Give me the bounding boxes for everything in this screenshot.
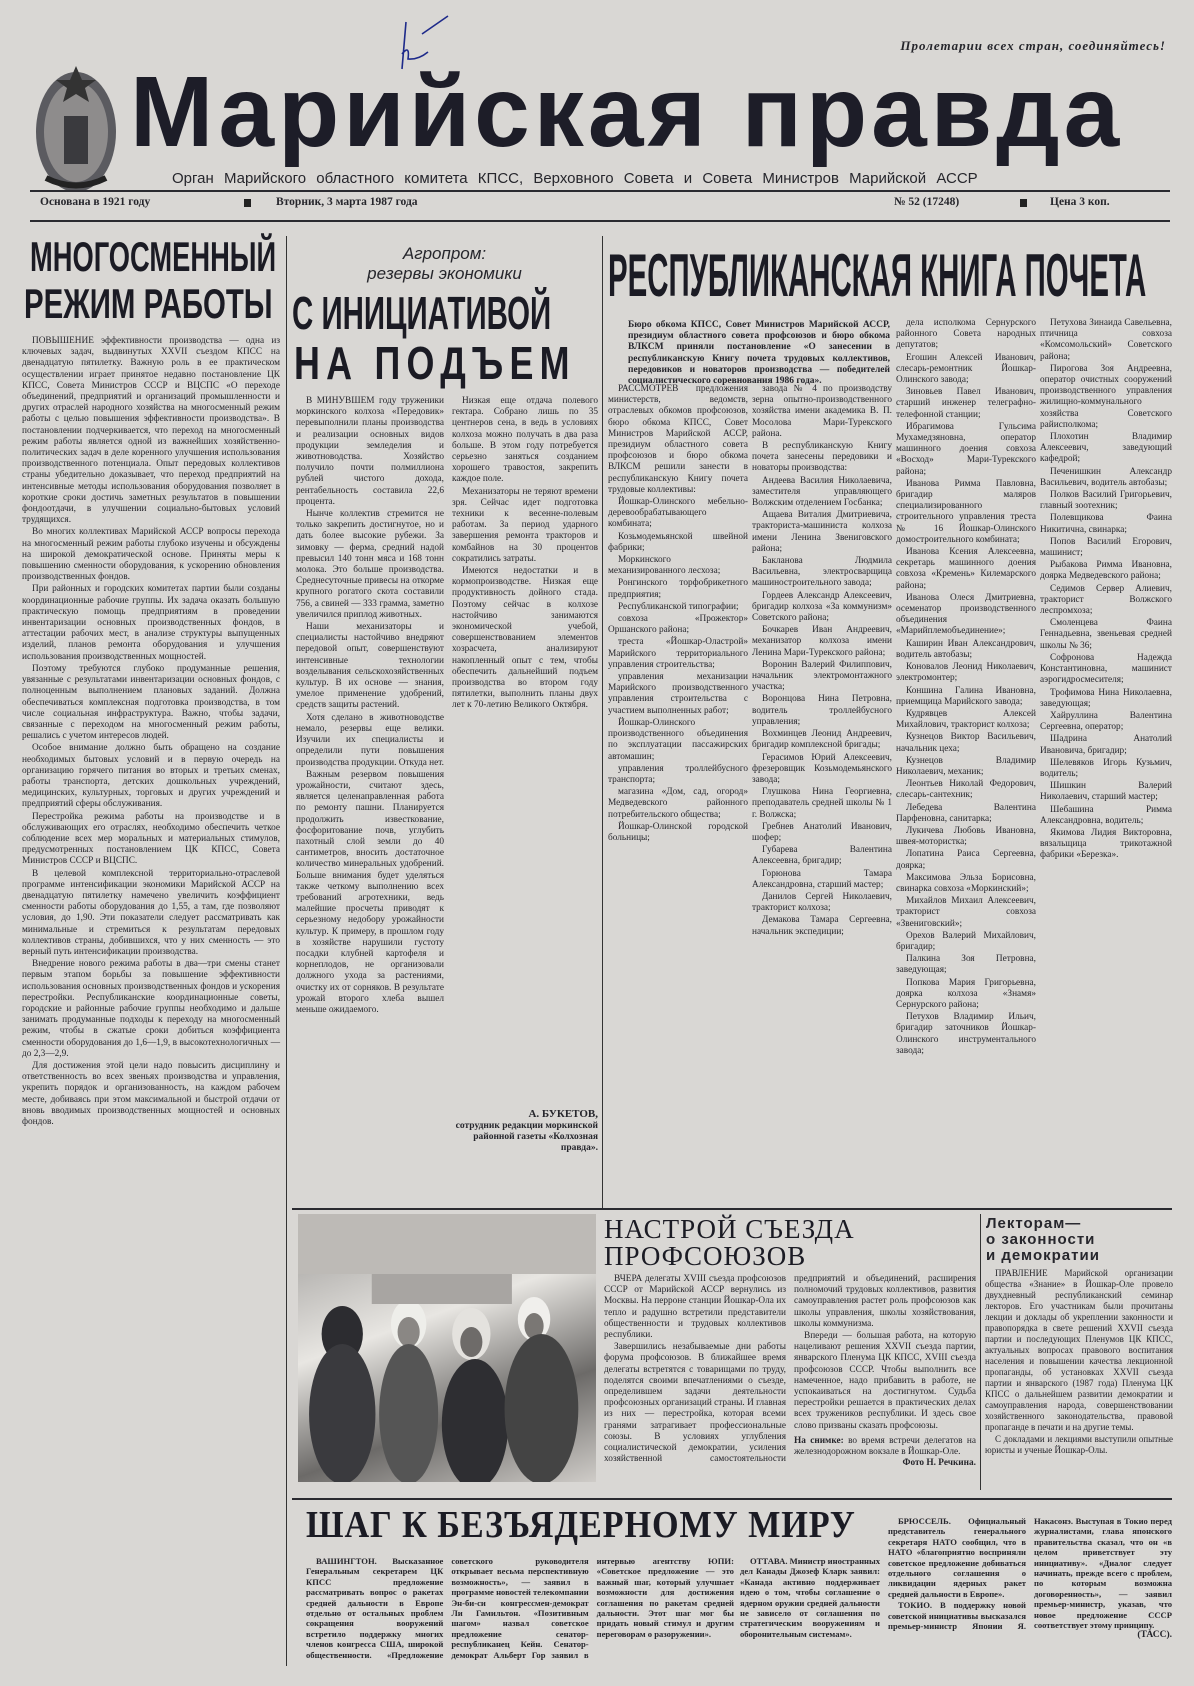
article3-col3 (896, 318, 1036, 1058)
paragraph: Губарева Валентина Алексеевна, бригадир; (752, 845, 892, 867)
paragraph: Якимова Лидия Викторовна, вязальщица трикотажной фабрики «Березка». (1040, 827, 1172, 861)
issue-number: № 52 (17248) (894, 196, 960, 208)
paragraph: Ронгинского торфобрикетного предприятия; (608, 578, 748, 600)
paragraph: завода № 4 по производству зерна опытно-производственного хозяйства имени академика В. П. Мосолова Мари-Турекского района. (752, 384, 892, 439)
column-rule (980, 1214, 981, 1490)
price: Цена 3 коп. (1050, 196, 1110, 208)
paragraph: При районных и городских комитетах партии были созданы координационные рабочие группы. Их задача оказать большую практическую помощь предприятиям в проведении инвентаризации основных производственных фондов, в аттестации рабочих мест, в анализе структуры выпущенных изделий, планов ремонта оборудования и улучшения использования производственных мощностей. (22, 584, 280, 662)
paragraph: Андеева Василия Николаевича, заместителя управляющего Волжским отделением Госбанка; (752, 475, 892, 509)
article6-brussels-tokyo (888, 1516, 1172, 1641)
paragraph: Палкина Зоя Петровна, заведующая; (896, 954, 1036, 976)
order-badge-emblem-icon (26, 58, 130, 198)
paragraph: управления механизации Марийского производственного управления строительства с участием выполненных работ; (608, 672, 748, 716)
issue-date: Вторник, 3 марта 1987 года (276, 196, 418, 208)
paragraph: Имеются недостатки и в кормопроизводстве. Низкая еще продуктивность дойного стада. Поэтому сейчас в колхозе настойчиво занимаются экономической учебой, совершенствованием элементов хозрасчета, анализируют накопленный опыт с тем, чтобы обеспечить дальнейший подъем производства во втором году пятилетки, выполнить планы двух лет к 70-летию Великого Октября. (452, 566, 598, 711)
paragraph: Йошкар-Олинского производственного объединения по эксплуатации пассажирских автомашин; (608, 717, 748, 762)
article1-headline: РЕЖИМ РАБОТЫ (24, 280, 273, 327)
paragraph: Шадрина Анатолий Ивановича, бригадир; (1040, 734, 1172, 756)
paragraph: Перестройка режима работы на производстве и в обслуживающих его отраслях, необходимо обеспечить четкое соблюдение всех мер моральных и материальных стимулов, предусмотренных постановлением ЦК КПСС, Совета Министров СССР и ВЦСПС. (22, 811, 280, 867)
paragraph: ПРАВЛЕНИЕ Марийской организации общества «Знание» в Йошкар-Оле провело двухдневный республиканский семинар лекторов. Его участникам были прочитаны лекции и доклады об укреплении законности и правопорядка в свете решений XXVII съезда партии и последующих Пленумов ЦК КПСС, актуальных вопросах правового воспитания населения и повышении качества лекционной пропаганды, об установках XXVII съезда партии и январского (1987 года) Пленума ЦК КПСС о дальнейшем развитии демократии и самоуправления народа, совершенствовании хозяйственного законодательства, правовой пропаганде в печати и на другие темы. (985, 1268, 1173, 1432)
paragraph: Бакланова Людмила Васильевна, электросварщица машиностроительного завода; (752, 556, 892, 589)
paragraph: Седимов Сервер Алиевич, тракторист Волжского леспромхоза; (1040, 583, 1172, 617)
paragraph: ОТТАВА. Министр иностранных дел Канады Джозеф Кларк заявил: «Канада активно поддерживает идею о том, чтобы соглашение о ядерном оружии средней дальности не зависело от соглашения по стратегическим вооружениям и оборонительным системам». (740, 1556, 880, 1639)
paragraph: ТОКИО. В поддержку новой советской инициативы высказался премьер-министр Японии Я. Накасонэ. Выступая в Токио перед журналистами, глава японского правительства сказал, что он «в целом приветствует эту инициативу». «Диалог следует начинать, прежде всего с проблем, по которым возможна договоренность», — заявил премьер-министр, указав, что новое предложение СССР соответствует этому принципу. (888, 1516, 1172, 1632)
paragraph: Особое внимание должно быть обращено на создание необходимых бытовых условий и в первую очередь на организацию горячего питания во вторых и третьих сменах, работы транспорта, детских дошкольных учреждений, медицинских, культурных, торговых и других учреждений и предприятий сферы обслуживания. (22, 743, 280, 810)
article5-headline: о законности (986, 1231, 1096, 1248)
paragraph: Печенишкин Александр Васильевич, водитель автобазы; (1040, 466, 1172, 488)
paragraph: Полевщикова Фаина Никитична, свинарка; (1040, 513, 1172, 535)
paragraph: Воронин Валерий Филиппович, начальник электромонтажного участка; (752, 659, 892, 693)
paragraph: управления троллейбусного транспорта; (608, 763, 748, 785)
bullet-icon (1020, 199, 1027, 207)
paragraph: Попкова Мария Григорьевна, доярка колхоза «Знамя» Сернурского района; (896, 977, 1036, 1010)
paragraph: Гордеев Александр Алексеевич, бригадир колхоза «За коммунизм» Советского района; (752, 590, 892, 624)
paragraph: Коншина Галина Ивановна, приемщица Марийского завода; (896, 685, 1036, 707)
paragraph: Кузнецов Виктор Васильевич, начальник цеха; (896, 732, 1036, 754)
paragraph: Пирогова Зоя Андреевна, оператор очистных сооружений производственного управления жилищно-коммунального хозяйства Советского райисполкома; (1040, 363, 1172, 430)
paragraph: ВЧЕРА делегаты XVIII съезда профсоюзов СССР от Марийской АССР вернулись из Москвы. На перроне станции Йошкар-Ола их тепло и радушно встретили представители общественности и трудовых коллективов республики. (604, 1274, 786, 1341)
paragraph: Плохотин Владимир Алексеевич, заведующий кафедрой; (1040, 432, 1172, 465)
column-rule (602, 236, 603, 1208)
article3-headline: РЕСПУБЛИКАНСКАЯ КНИГА ПОЧЕТА (608, 242, 1147, 309)
paragraph: Моркинского механизированного лесхоза; (608, 555, 721, 577)
organ-subtitle: Орган Марийского областного комитета КПСС, Верховного Совета и Совета Министров Марийской АССР (172, 170, 978, 187)
article6-washington (306, 1556, 734, 1660)
article5-headline: и демократии (986, 1247, 1100, 1264)
article2-author-role: сотрудник редакции моркинской районной газеты «Колхозная правда». (455, 1121, 598, 1153)
paragraph: Михайлов Михаил Алексеевич, тракторист совхоза «Звениговский»; (896, 896, 1036, 929)
paragraph: Наши механизаторы и специалисты настойчиво внедряют передовой опыт, совершенствуют интенсивные технологии возделывания сельскохозяйственных культур. В их основе — знания, умелое применение удобрений, средств защиты растений. (296, 622, 444, 711)
paragraph: Завершились незабываемые дни работы форума профсоюзов. В ближайшее время делегаты встретятся с товарищами по труду, поделятся своими впечатлениями о съезде, определившем задачи деятельности профсоюзных организаций страны. И главная из них — перестройка, которая всеми гранями затрагивает профессиональные союзы. В условиях углубления социалистической демократии, усиления хозяйственной самостоятельности предприятий и объединений, расширения полномочий трудовых коллективов, развития самоуправления растет роль профсоюзов как школы управления, школы хозяйствования, школы коммунизма. (604, 1274, 976, 1465)
paragraph: С докладами и лекциями выступили опытные юристы и ученые Йошкар-Олы. (985, 1434, 1173, 1455)
paragraph: Ащаева Виталия Дмитриевича, тракториста-машиниста колхоза имени Ленина Звениговского района; (752, 510, 892, 554)
paragraph: Йошкар-Олинского мебельно-деревообрабатывающего комбината; (608, 497, 748, 530)
article4-headline: НАСТРОЙ СЪЕЗДА (604, 1214, 855, 1244)
article6-ottawa (740, 1556, 880, 1640)
article6-headline: ШАГ К БЕЗЪЯДЕРНОМУ МИРУ (306, 1504, 856, 1546)
paragraph: Внедрение нового режима работы в два—три смены станет первым этапом борьбы за повышение эффективности использования основных производственных фондов и ускорения перестройки. Республиканские координационные советы, городские и районные рабочие группы необходимо и дальше занимать продуманные подходы к переходу на многосменный режим, чтобы в сжатые сроки добиться коэффициента сменности оборудования до 1,6—1,9, в высокотехнологичных — до 2,3—2,9. (22, 959, 280, 1059)
paragraph: Козьмодемьянской швейной фабрики; (608, 531, 748, 553)
article6-reports (888, 1516, 1172, 1641)
paragraph: магазина «Дом, сад, огород» Медведевского районного потребительского общества; (608, 787, 748, 820)
paragraph: Софронова Надежда Константиновна, машинист аэрогидросмесителя; (1040, 652, 1172, 686)
paragraph: Важным резервом повышения урожайности, считают здесь, является целенаправленная работа по ремонту пашни. Планируется продолжить известкование, фосфоритование почв, углубить пахотный слой земли до 40 сантиметров, вносить достаточное количество минеральных удобрений. Больше внимания будет уделяться также четкому выполнению всех требований агротехники, ведь малейшие просчеты приводят к серьезному недобору урожайности культур. К примеру, в прошлом году в хозяйстве нарушили густоту посадки клубней картофеля и корнеплодов, не организовали должного ухода за растениями, очистку их от сорняков. В результате урожай второго хлеба вышел меньше ожидаемого. (296, 769, 444, 1015)
paragraph: Бочкарев Иван Андреевич, механизатор колхоза имени Ленина Мари-Турекского района; (752, 625, 892, 658)
article2-kicker: резервы экономики (367, 264, 522, 283)
paragraph: Иванова Римма Павловна, бригадир маляров специализированного строительного управления треста № 16 Йошкар-Олинского домостроительного комбината; (896, 478, 1036, 545)
article3-intro: Бюро обкома КПСС, Совет Министров Марийской АССР, президиум областного совета профсоюзов и бюро обкома ВЛКСМ приняли постановление «О занесении в республиканскую Книгу почета трудовых коллективов, передовиков и новаторов производства — победителей социалистического соревнования 1986 года». (628, 320, 890, 387)
paragraph: Ибрагимова Гульсима Мухамедзяновна, оператор машинного доения совхоза «Восход» Мари-Турекского района; (896, 421, 1036, 477)
paragraph: Шишкин Валерий Николаевич, старший мастер; (1040, 781, 1172, 803)
article5-body (985, 1268, 1173, 1457)
paragraph: Иванова Олеся Дмитриевна, осеменатор производственного объединения «Марийплемобъединение»; (896, 592, 1036, 637)
paragraph: Для достижения этой цели надо повысить дисциплину и ответственность во всех звеньях производства и управления, укрепить порядок и организованность, на каждом рабочем месте, добиваясь при этом максимальной и быстрой отдачи от вновь вводимых производственных мощностей и основных фондов. (22, 1061, 280, 1128)
article3-col1 (608, 384, 748, 845)
news-photo-delegates (298, 1214, 596, 1482)
article4-body (604, 1274, 976, 1469)
paragraph: Республиканской типографии; (618, 601, 739, 612)
photo-credit: Фото Н. Речкина. (902, 1458, 976, 1469)
paragraph: Кудрявцев Алексей Михайлович, тракторист колхоза; (896, 708, 1036, 731)
article1-headline: МНОГОСМЕННЫЙ (30, 233, 277, 280)
paragraph: Каширин Иван Александрович, водитель автобазы; (896, 638, 1036, 660)
paragraph: Петухов Владимир Ильич, бригадир заточников Йошкар-Олинского инструментального завода; (896, 1012, 1036, 1056)
paragraph: Коновалов Леонид Николаевич, электромонтер; (896, 662, 1036, 684)
divider (30, 190, 1170, 192)
paragraph: Смоленцева Фаина Геннадьевна, звеньевая средней школы № 36; (1040, 618, 1172, 651)
paragraph: Лебедева Валентина Парфеновна, санитарка; (896, 802, 1036, 824)
paragraph: В МИНУВШЕМ году труженики моркинского колхоза «Передовик» перевыполнили планы производства и реализации основных видов продукции земледелия и животноводства. Хозяйство получило почти полмиллиона рублей чистого дохода, рентабельность составила 22,6 процента. (296, 396, 444, 507)
article2-body-col1 (296, 396, 444, 1017)
motto: Пролетарии всех стран, соединяйтесь! (900, 38, 1166, 53)
photo-caption-label: На снимке: (794, 1435, 844, 1446)
paragraph: Вохминцев Леонид Андреевич, бригадир комплексной бригады; (752, 729, 892, 751)
column-rule (286, 236, 287, 1666)
paragraph: Иванова Ксения Алексеевна, секретарь машинного доения совхоза «Кремень» Килемарского района; (896, 547, 1036, 591)
article2-author: А. БУКЕТОВ, (528, 1108, 598, 1120)
paragraph: Воронцова Нина Петровна, водитель троллейбусного управления; (752, 694, 892, 727)
divider (292, 1208, 1172, 1210)
paragraph: Нынче коллектив стремится не только закрепить достигнутое, но и дать более высокие рубежи. За зимовку — ферма, средний надой превысил 140 тонн мяса и 168 тонн молока. Это больше производства. Среднесуточные привесы на откорме крупного рогатого скота составили 756, а свиней — 333 грамма, заметно увеличился приплод животных. (296, 509, 444, 620)
article3-col4 (1040, 318, 1172, 863)
paragraph: Йошкар-Олинской городской больницы; (608, 821, 748, 843)
paragraph: Герасимов Юрий Алексеевич, фрезеровщик Козьмодемьянского завода; (752, 752, 892, 785)
article1-body (22, 336, 280, 1129)
paragraph: дела исполкома Сернурского районного Совета народных депутатов; (896, 318, 1036, 351)
paragraph: Егошин Алексей Иванович, слесарь-ремонтник Йошкар-Олинского завода; (896, 352, 1036, 386)
divider (292, 1498, 1172, 1500)
paragraph: В целевой комплексной территориально-отраслевой программе интенсификации экономики Марийской АССР на двенадцатую пятилетку намечено увеличить коэффициент сменности работы оборудования до 1,55, а там, где позволяют условия, до 1,90. Эти показатели следует рассматривать как минимальные и стремиться к результатам передовых коллективов страны, добившихся, что у них сменность — это верный путь интенсификации производства. (22, 868, 280, 957)
article2-body-col2 (452, 396, 598, 713)
paragraph: Зиновьев Павел Иванович, старший инженер телеграфно-телефонной станции; (896, 387, 1036, 420)
paragraph: Хотя сделано в животноводстве немало, резервы еще велики. Изучили их специалисты и определили пути повышения производства продукции. Откуда нет. (296, 712, 444, 768)
paragraph: Лопатина Раиса Сергеевна, доярка; (896, 849, 1036, 871)
article3-col2 (752, 384, 892, 939)
paragraph: Горюнова Тамара Александровна, старший мастер; (752, 868, 892, 890)
paragraph: РАССМОТРЕВ предложения министерств, ведомств, отраслевых обкомов профсоюзов, бюро обкома КПСС, Совет Министров Марийской АССР, президиум областного совета профсоюзов и бюро обкома ВЛКСМ решили занести в республиканскую Книгу почета трудовые коллективы: (608, 384, 748, 495)
paragraph: Низкая еще отдача полевого гектара. Собрано лишь по 35 центнеров сена, в ведь в условиях колхоза можно получать в два раза больше. В этом году потребуется серьезно заняться созданием хорошего травостоя, закрепить каждое поле. (452, 396, 598, 485)
paragraph: треста «Йошкар-Оластрой» Марийского территориального управления строительства; (608, 637, 748, 670)
article2-headline: НА ПОДЪЕМ (294, 337, 576, 389)
article2-headline: С ИНИЦИАТИВОЙ (292, 287, 552, 339)
paragraph: Попов Василий Егорович, машинист; (1040, 536, 1172, 559)
divider (30, 220, 1170, 222)
article2-kicker: Агропром: (402, 244, 487, 263)
paragraph: Кузнецов Владимир Николаевич, механик; (896, 755, 1036, 777)
newspaper-title: Марийская правда (130, 56, 1124, 168)
paragraph: Механизаторы не теряют времени зря. Сейчас идет подготовка техники к весенне-полевым работам. За период ударного завершения ремонта тракторов и комбайнов на 30 процентов сократились затраты. (452, 486, 598, 564)
paragraph: В республиканскую Книгу почета занесены передовики и новаторы производства: (752, 441, 892, 474)
paragraph: Демакова Тамара Сергеевна, начальник экспедиции; (752, 915, 892, 937)
paragraph: Данилов Сергей Николаевич, тракторист колхоза; (752, 891, 892, 914)
paragraph: БРЮССЕЛЬ. Официальный представитель генерального секретаря НАТО сообщил, что в НАТО «благоприятно восприняли советское предложение добиваться отдельного соглашения о ликвидации ядерных ракет средней дальности в Европе». (888, 1516, 1026, 1599)
paragraph: Шелевяков Игорь Кузьмич, водитель; (1040, 757, 1172, 779)
paragraph: Хайруллина Валентина Сергеевна, оператор; (1040, 710, 1172, 733)
paragraph: Поэтому требуются глубоко продуманные решения, увязанные с результатами инвентаризации основных фондов, с полноценным выполнением плановых заданий. Должна обеспечиваться комплексная подготовка производства, в том числе социальная инфраструктура. Важно, чтобы задачи, связанные с переходом на многосменный режим работы, решались с учетом интересов людей. (22, 663, 280, 742)
paragraph: Лукичева Любовь Ивановна, швея-мотористка; (896, 825, 1036, 848)
paragraph: ВАШИНГТОН. Высказанное Генеральным секретарем ЦК КПСС предложение рассматривать вопрос о ракетах средней дальности в Европе отдельно от остальных проблем сокращения вооружений встретило поддержку многих членов конгресса США, широкой общественности. «Предложение советского руководителя открывает весьма перспективную возможность», — заявил в программе новостей телекомпании Эн-би-си конгрессмен-демократ Ли Гамильтон. «Позитивным шагом» назвал советское предложение сенатор-республиканец Кейн. Сенатор-демократ Альберт Гор заявил в интервью агентству ЮПИ: «Советское предложение — это важный шаг, который улучшает возможности для достижения соглашения по ракетам средней дальности. Этот шаг мог бы придать новый стимул и другим переговорам о разоружении». (306, 1556, 734, 1660)
news-source: (ТАСС). (1137, 1630, 1172, 1641)
founded: Основана в 1921 году (40, 196, 151, 208)
paragraph: Во многих коллективах Марийской АССР вопросы перехода на многосменный режим работы глубоко изучены и обсуждены на широкой демократической основе. Приняты меры к повышению сменности оборудования, к ускорению обновления производственных фондов. (22, 527, 280, 583)
article5-headline: Лекторам— (986, 1215, 1082, 1232)
paragraph: Орехов Валерий Михайлович, бригадир; (896, 930, 1036, 952)
article4-headline: ПРОФСОЮЗОВ (604, 1241, 807, 1271)
paragraph: ПОВЫШЕНИЕ эффективности производства — одна из ключевых задач, выдвинутых XXVII съездом КПСС на двенадцатую пятилетку. Важную роль в ее практическом осуществлении играет принятое недавно постановление ЦК КПСС, Совета Министров СССР и ВЦСПС «О переходе объединений, предприятий и организаций промышленности и других отраслей народного хозяйства на многосменный режим работы с целью повышения эффективности производства». В постановлении подчеркивается, что переход на многосменный режим работы является одной из важнейших хозяйственно-политических задач в деле коренного улучшения использования производственного потенциала. Опыт передовых коллективов страны убедительно доказывает, что переход предприятий на интенсивные методы использования оборудования позволяет в короткие сроки достичь заметных результатов в повышении фондоотдачи, в улучшении социально-бытовых условий трудящихся. (22, 336, 280, 526)
paragraph: совхоза «Прожектор» Оршанского района; (608, 614, 748, 636)
paragraph: Шебашина Римма Александровна, водитель; (1040, 804, 1172, 826)
paragraph: Полков Василий Григорьевич, главный зоотехник; (1040, 490, 1172, 512)
paragraph: Трофимова Нина Николаевна, заведующая; (1040, 687, 1172, 709)
paragraph: Максимова Эльза Борисовна, свинарка совхоза «Моркинский»; (896, 872, 1036, 894)
paragraph: Глушкова Нина Георгиевна, преподаватель средней школы № 1 г. Волжска; (752, 787, 892, 820)
paragraph: Гребнев Анатолий Иванович, шофер; (752, 821, 892, 843)
paragraph: Рыбакова Римма Ивановна, доярка Медведевского района; (1040, 560, 1172, 582)
paragraph: Леонтьев Николай Федорович, слесарь-сантехник; (896, 779, 1036, 801)
paragraph: Петухова Зинаида Савельевна, птичница совхоза «Комсомольский» Советского района; (1040, 318, 1172, 362)
photo-caption: во время встречи делегатов на железнодорожном вокзале в Йошкар-Оле. (794, 1435, 976, 1458)
paragraph: Впереди — большая работа, на которую нацеливают решения XXVII съезда партии, январского Пленума ЦК КПСС, XVIII съезда профсоюзов СССР. Чтобы выполнить все намеченное, надо прибавить в работе, не успокаиваться на достигнутом. Судьба перестройки решается в практических делах всех тружеников республики. И здесь свое слово призваны сказать профсоюзы. (794, 1331, 976, 1431)
bullet-icon (244, 199, 251, 207)
